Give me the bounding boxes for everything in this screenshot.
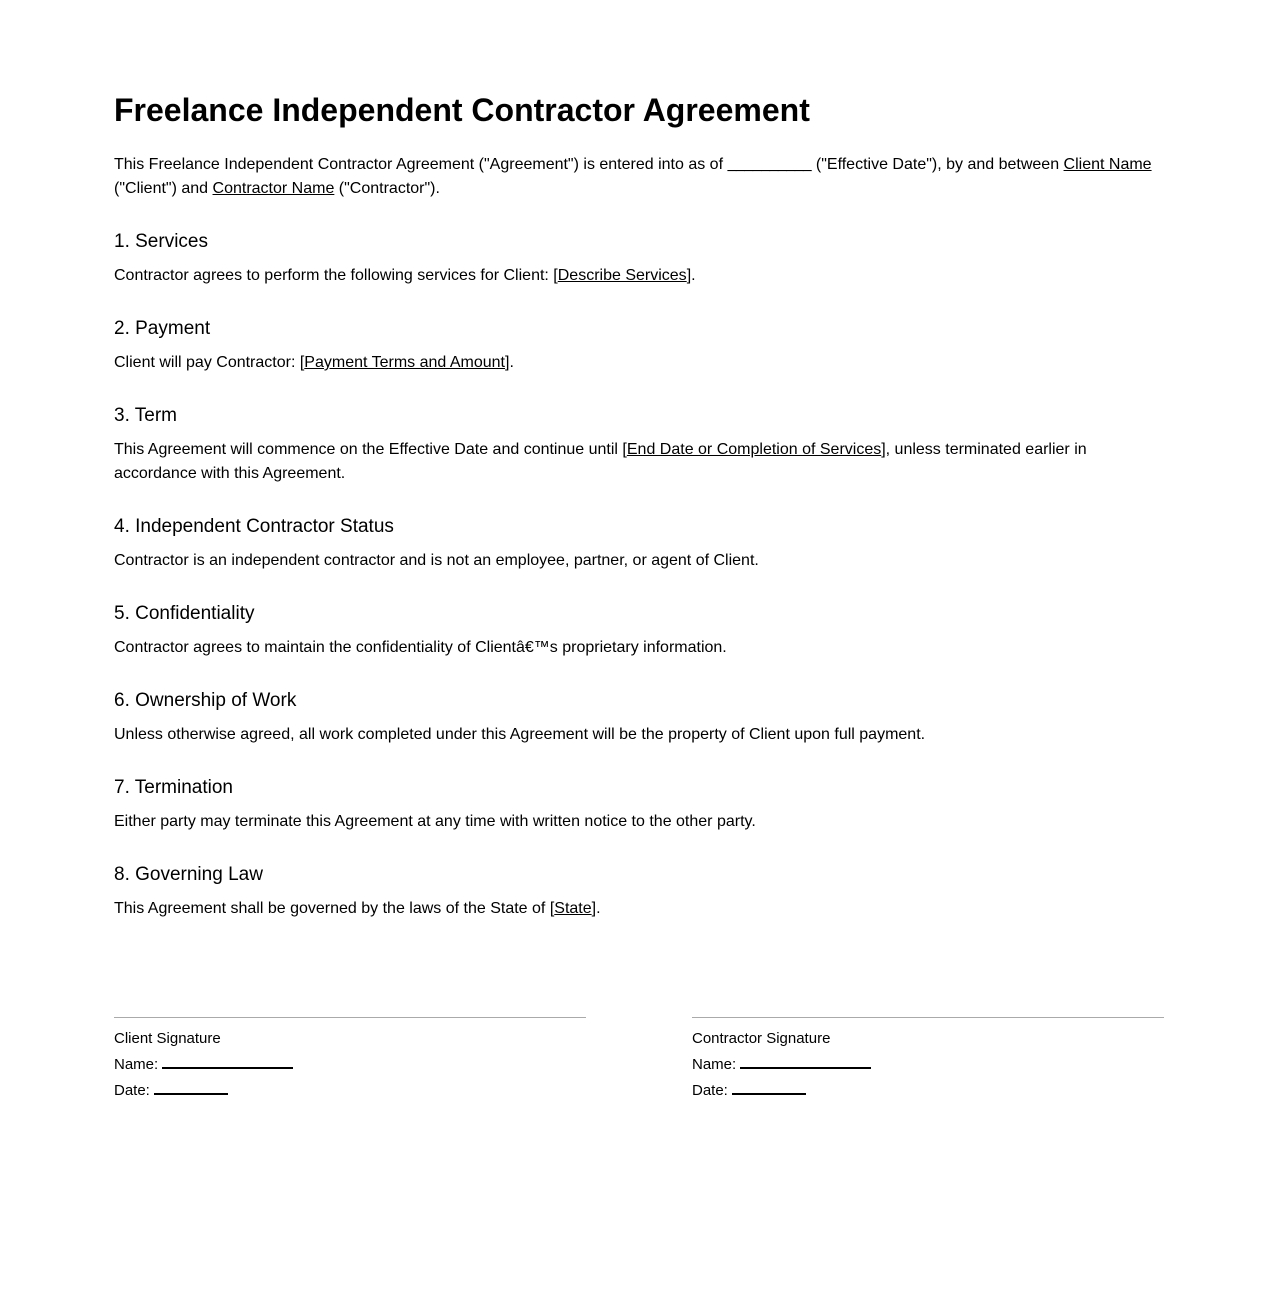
state-placeholder[interactable]: State: [554, 900, 592, 917]
section-text: [114, 351, 1114, 375]
signature-area: [114, 1017, 1164, 1104]
text: This Agreement will commence on the Effective Date and continue until [: [114, 441, 627, 458]
section-text: [114, 897, 1114, 921]
contractor-date-row: [692, 1078, 1164, 1104]
name-label: Name:: [114, 1056, 159, 1073]
section-text: Either party may terminate this Agreement at any time with written notice to the other party.: [114, 813, 756, 830]
contractor-signature-label: Contractor Signature: [692, 1030, 831, 1047]
section-text: Contractor agrees to maintain the confidentiality of Clientâ€™s proprietary information.: [114, 639, 727, 656]
section-heading: 2. Payment: [114, 318, 211, 339]
text: ], unless terminated earlier in accordance with this Agreement.: [114, 441, 1087, 482]
text: Client will pay Contractor: [: [114, 354, 305, 371]
end-date-placeholder[interactable]: End Date or Completion of Services: [626, 441, 882, 458]
section-heading: 5. Confidentiality: [114, 603, 255, 624]
text: This Agreement shall be governed by the laws of the State of [: [114, 900, 555, 917]
section-heading: 4. Independent Contractor Status: [114, 516, 394, 537]
client-name-field[interactable]: Client Name: [1063, 156, 1152, 173]
text: ].: [591, 900, 601, 917]
effective-date-blank[interactable]: __________: [727, 156, 812, 173]
name-label: Name:: [692, 1056, 737, 1073]
client-name-row: [114, 1052, 586, 1078]
client-signature-label: Client Signature: [114, 1030, 221, 1047]
date-label: Date:: [692, 1082, 728, 1099]
text: ].: [686, 267, 696, 284]
payment-placeholder[interactable]: Payment Terms and Amount: [304, 354, 505, 371]
section-text: Contractor is an independent contractor and is not an employee, partner, or agent of Client.: [114, 552, 759, 569]
client-date-row: [114, 1078, 586, 1104]
intro-text: ("Effective Date"), by and between: [811, 156, 1064, 173]
client-name-line[interactable]: [162, 1054, 293, 1069]
section-contractor-status: [114, 515, 1164, 573]
section-heading: 7. Termination: [114, 777, 233, 798]
intro-paragraph: [114, 153, 1164, 201]
contractor-date-line[interactable]: [732, 1080, 806, 1095]
intro-text: ("Contractor").: [334, 180, 440, 197]
section-heading: 6. Ownership of Work: [114, 690, 297, 711]
section-confidentiality: [114, 602, 1164, 660]
intro-text: ("Client") and: [114, 180, 213, 197]
document-title: Freelance Independent Contractor Agreement: [114, 92, 810, 128]
contractor-name-field[interactable]: Contractor Name: [212, 180, 335, 197]
section-text: [114, 264, 1114, 288]
section-termination: [114, 776, 1164, 834]
client-date-line[interactable]: [154, 1080, 228, 1095]
section-text: [114, 438, 1114, 486]
section-heading: 3. Term: [114, 405, 178, 426]
section-heading: 8. Governing Law: [114, 864, 263, 885]
services-placeholder[interactable]: Describe Services: [557, 267, 687, 284]
section-governing-law: [114, 863, 1164, 921]
text: Contractor agrees to perform the following services for Client: [: [114, 267, 558, 284]
section-ownership: [114, 689, 1164, 747]
section-services: [114, 230, 1164, 288]
text: ].: [505, 354, 514, 371]
date-label: Date:: [114, 1082, 150, 1099]
client-signature-block[interactable]: [114, 1017, 586, 1104]
contractor-signature-block[interactable]: [692, 1017, 1164, 1104]
section-term: [114, 404, 1164, 486]
intro-text: This Freelance Independent Contractor Agreement ("Agreement") is entered into as of: [114, 156, 728, 173]
section-payment: [114, 317, 1164, 375]
section-text: Unless otherwise agreed, all work completed under this Agreement will be the property of Client upon full payment.: [114, 726, 926, 743]
section-heading: 1. Services: [114, 231, 208, 252]
contractor-name-line[interactable]: [740, 1054, 871, 1069]
contractor-name-row: [692, 1052, 1164, 1078]
